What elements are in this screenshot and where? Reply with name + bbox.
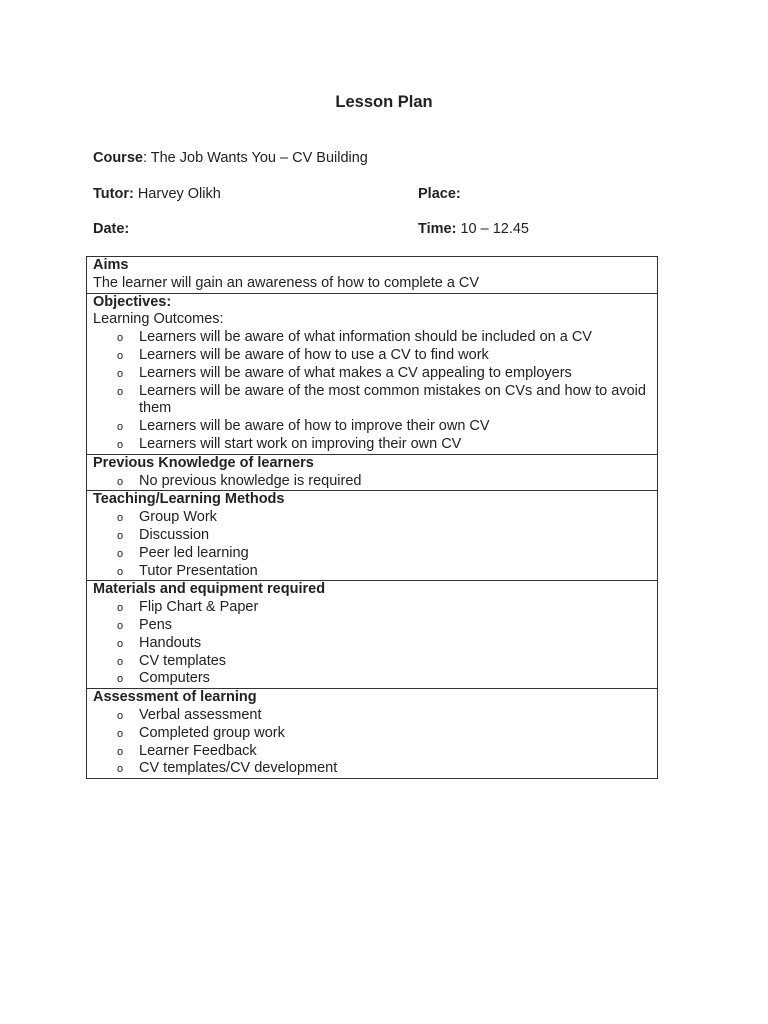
materials-section bbox=[87, 580, 657, 688]
bullet-icon: o bbox=[117, 438, 124, 451]
objectives-heading: Objectives: bbox=[93, 293, 172, 310]
course-line bbox=[93, 149, 368, 167]
page-title: Lesson Plan bbox=[335, 93, 433, 111]
bullet-icon: o bbox=[117, 602, 124, 615]
list-item: o Learners will be aware of how to use a CV to find work bbox=[93, 347, 651, 365]
list-item: o Handouts bbox=[93, 635, 651, 653]
tutor-line bbox=[93, 185, 221, 203]
list-item: o Learners will be aware of what makes a CV appealing to employers bbox=[93, 365, 651, 383]
list-item: o Learners will be aware of the most common mistakes on CVs and how to avoid them bbox=[117, 382, 646, 417]
list-item: o CV templates/CV development bbox=[93, 760, 651, 778]
assessment-section bbox=[87, 688, 657, 778]
aims-section bbox=[87, 257, 657, 293]
previous-knowledge-heading: Previous Knowledge of learners bbox=[93, 454, 314, 471]
bullet-icon: o bbox=[117, 421, 124, 434]
previous-knowledge-section bbox=[87, 454, 657, 491]
list-item: o Completed group work bbox=[93, 725, 651, 743]
bullet-icon: o bbox=[117, 637, 124, 650]
place-line bbox=[418, 185, 461, 203]
date-line bbox=[93, 220, 129, 238]
list-item: o Discussion bbox=[93, 527, 651, 545]
bullet-icon: o bbox=[117, 349, 124, 362]
list-item: o Learners will be aware of how to improve their own CV bbox=[93, 418, 651, 436]
list-item: o CV templates bbox=[93, 653, 651, 671]
tutor-value: Harvey Olikh bbox=[133, 186, 221, 202]
list-item: o Tutor Presentation bbox=[93, 563, 651, 581]
bullet-icon: o bbox=[117, 565, 124, 578]
bullet-icon: o bbox=[117, 619, 124, 632]
bullet-icon: o bbox=[117, 655, 124, 668]
place-label: Place: bbox=[418, 186, 461, 202]
methods-section bbox=[87, 490, 657, 580]
methods-heading: Teaching/Learning Methods bbox=[93, 491, 285, 508]
list-item: o No previous knowledge is required bbox=[93, 473, 651, 491]
bullet-icon: o bbox=[117, 332, 124, 345]
bullet-icon: o bbox=[117, 763, 124, 776]
bullet-icon: o bbox=[117, 367, 124, 380]
objectives-list bbox=[93, 329, 651, 454]
list-item: o Learners will start work on improving their own CV bbox=[93, 436, 651, 454]
bullet-icon: o bbox=[117, 547, 124, 560]
list-item: o Computers bbox=[93, 670, 651, 688]
time-line bbox=[418, 220, 529, 238]
list-item: o Peer led learning bbox=[93, 545, 651, 563]
tutor-label: Tutor: bbox=[93, 186, 134, 202]
bullet-icon: o bbox=[117, 475, 124, 488]
assessment-list bbox=[93, 707, 651, 778]
bullet-icon: o bbox=[117, 529, 124, 542]
bullet-icon: o bbox=[117, 745, 124, 758]
materials-list bbox=[93, 599, 651, 688]
aims-heading: Aims bbox=[93, 257, 129, 273]
course-label: Course bbox=[93, 150, 143, 166]
list-item: o Pens bbox=[93, 617, 651, 635]
course-value: : The Job Wants You – CV Building bbox=[142, 150, 368, 166]
previous-knowledge-list bbox=[93, 473, 651, 491]
list-item: o Learner Feedback bbox=[93, 743, 651, 761]
bullet-icon: o bbox=[117, 673, 124, 686]
list-item: o Flip Chart & Paper bbox=[93, 599, 651, 617]
methods-list bbox=[93, 509, 651, 580]
time-value: 10 – 12.45 bbox=[456, 221, 529, 237]
date-label: Date: bbox=[93, 221, 130, 237]
list-item: o Verbal assessment bbox=[93, 707, 651, 725]
time-label: Time: bbox=[418, 221, 457, 237]
assessment-heading: Assessment of learning bbox=[93, 689, 257, 706]
bullet-icon: o bbox=[117, 727, 124, 740]
objectives-section bbox=[87, 293, 657, 454]
list-item: o Learners will be aware of what information should be included on a CV bbox=[93, 329, 651, 347]
lesson-plan-table bbox=[86, 256, 658, 779]
materials-heading: Materials and equipment required bbox=[93, 581, 326, 598]
learning-outcomes-label: Learning Outcomes: bbox=[93, 311, 224, 328]
list-item: o Group Work bbox=[93, 509, 651, 527]
aims-text: The learner will gain an awareness of how to complete a CV bbox=[93, 274, 480, 291]
bullet-icon: o bbox=[117, 512, 124, 525]
bullet-icon: o bbox=[117, 709, 124, 722]
bullet-icon: o bbox=[117, 385, 124, 398]
